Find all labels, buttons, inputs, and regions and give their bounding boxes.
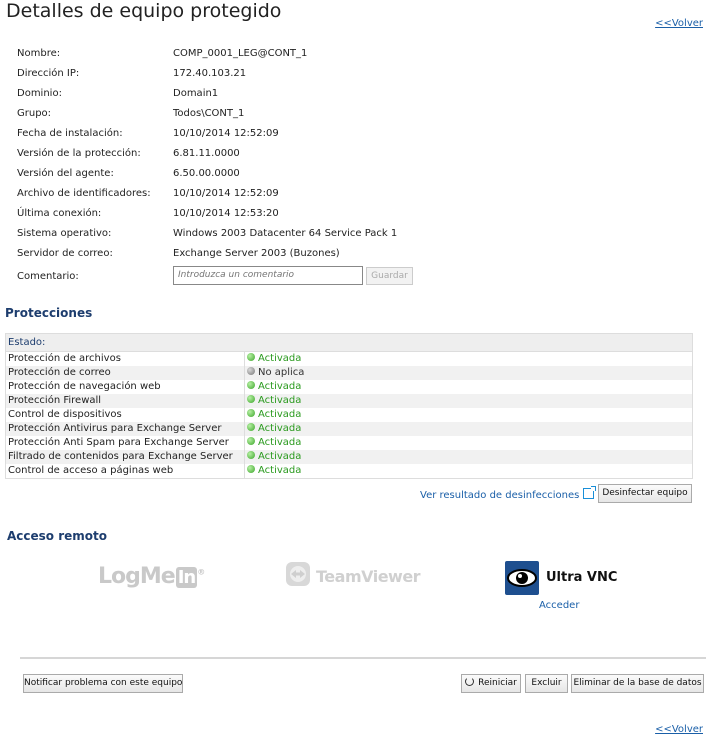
- table-row: [6, 408, 692, 422]
- protection-name: Protección de correo: [8, 367, 111, 378]
- detail-value: 6.81.11.0000: [173, 148, 240, 159]
- detail-label: Dominio:: [17, 88, 62, 99]
- exclude-button[interactable]: Excluir: [525, 674, 568, 693]
- detail-label: Grupo:: [17, 108, 52, 119]
- logmein-registered-mark: ®: [197, 567, 205, 577]
- protection-name: Protección Antivirus para Exchange Server: [8, 423, 222, 434]
- protection-status: [244, 450, 301, 464]
- protection-name: Control de acceso a páginas web: [8, 465, 174, 476]
- detail-value: 10/10/2014 12:53:20: [173, 208, 279, 219]
- status-text: Activada: [258, 423, 302, 434]
- detail-label: Versión del agente:: [17, 168, 114, 179]
- comment-label: Comentario:: [17, 271, 79, 282]
- detail-value: Domain1: [173, 88, 219, 99]
- protection-status: [244, 352, 301, 366]
- table-row: [6, 394, 692, 408]
- protections-table: [5, 333, 693, 479]
- ultravnc-access-link[interactable]: Acceder: [539, 600, 580, 611]
- notify-problem-button[interactable]: Notificar problema con este equipo: [23, 674, 183, 693]
- table-row: [6, 464, 692, 478]
- refresh-icon: [465, 677, 474, 686]
- table-row: [6, 422, 692, 436]
- teamviewer-logo: TeamViewer: [316, 567, 421, 586]
- detail-value: 10/10/2014 12:52:09: [173, 188, 279, 199]
- logmein-text: LogMe: [98, 564, 175, 589]
- table-row: [6, 352, 692, 366]
- comment-input[interactable]: [173, 266, 363, 285]
- detail-label: Última conexión:: [17, 208, 102, 219]
- detail-label: Fecha de instalación:: [17, 128, 123, 139]
- protection-status: [244, 394, 301, 408]
- ultravnc-logo: Ultra VNC: [546, 570, 618, 585]
- protection-status: [244, 464, 301, 478]
- status-green-icon: [247, 437, 255, 445]
- detail-value: Windows 2003 Datacenter 64 Service Pack 1: [173, 228, 398, 239]
- detail-label: Dirección IP:: [17, 68, 80, 79]
- protection-name: Protección Anti Spam para Exchange Server: [8, 437, 229, 448]
- teamviewer-icon: [286, 562, 310, 586]
- status-text: Activada: [258, 409, 302, 420]
- restart-button[interactable]: [461, 674, 521, 693]
- back-link-bottom[interactable]: <<Volver: [655, 724, 703, 735]
- view-disinfection-results-link[interactable]: [420, 487, 594, 501]
- protections-title: Protecciones: [5, 306, 93, 320]
- detail-label: Versión de la protección:: [17, 148, 141, 159]
- status-text: Activada: [258, 395, 302, 406]
- status-text: Activada: [258, 451, 302, 462]
- detail-value: Todos\CONT_1: [173, 108, 245, 119]
- protection-status: [244, 422, 301, 436]
- protection-name: Protección de archivos: [8, 353, 121, 364]
- logmein-logo: [98, 564, 204, 589]
- status-text: Activada: [258, 353, 302, 364]
- status-text: No aplica: [258, 367, 305, 378]
- protection-status: [244, 366, 304, 380]
- disinfect-button[interactable]: Desinfectar equipo: [598, 484, 692, 503]
- page-title: Detalles de equipo protegido: [6, 0, 282, 22]
- back-link-top[interactable]: <<Volver: [655, 18, 703, 29]
- status-green-icon: [247, 353, 255, 361]
- save-button[interactable]: Guardar: [366, 267, 413, 285]
- table-row: [6, 436, 692, 450]
- detail-label: Servidor de correo:: [17, 248, 113, 259]
- table-row: [6, 366, 692, 380]
- remote-access-title: Acceso remoto: [7, 529, 108, 543]
- protection-name: Protección de navegación web: [8, 381, 161, 392]
- ultravnc-eye-icon: [505, 561, 539, 595]
- table-row: [6, 380, 692, 394]
- external-link-icon: [583, 488, 594, 499]
- status-green-icon: [247, 465, 255, 473]
- detail-value: 10/10/2014 12:52:09: [173, 128, 279, 139]
- protection-name: Protección Firewall: [8, 395, 102, 406]
- status-text: Activada: [258, 437, 302, 448]
- protection-name: Control de dispositivos: [8, 409, 122, 420]
- detail-value: 6.50.00.0000: [173, 168, 240, 179]
- status-green-icon: [247, 451, 255, 459]
- status-green-icon: [247, 395, 255, 403]
- protection-name: Filtrado de contenidos para Exchange Server: [8, 451, 233, 462]
- detail-value: Exchange Server 2003 (Buzones): [173, 248, 340, 259]
- delete-from-database-button[interactable]: Eliminar de la base de datos: [571, 674, 704, 693]
- detail-value: COMP_0001_LEG@CONT_1: [173, 48, 308, 59]
- detail-label: Sistema operativo:: [17, 228, 112, 239]
- table-row: [6, 450, 692, 464]
- restart-label: Reiniciar: [478, 678, 517, 688]
- view-results-label: Ver resultado de desinfecciones: [420, 490, 580, 501]
- detail-label: Archivo de identificadores:: [17, 188, 151, 199]
- status-text: Activada: [258, 381, 302, 392]
- status-green-icon: [247, 381, 255, 389]
- status-green-icon: [247, 409, 255, 417]
- detail-value: 172.40.103.21: [173, 68, 247, 79]
- status-text: Activada: [258, 465, 302, 476]
- protection-status: [244, 408, 301, 422]
- logmein-in: In: [177, 567, 196, 588]
- section-divider: [20, 657, 706, 659]
- status-gray-icon: [247, 367, 255, 375]
- protection-status: [244, 436, 301, 450]
- detail-label: Nombre:: [17, 48, 61, 59]
- protections-header: Estado:: [6, 334, 692, 352]
- status-green-icon: [247, 423, 255, 431]
- protection-status: [244, 380, 301, 394]
